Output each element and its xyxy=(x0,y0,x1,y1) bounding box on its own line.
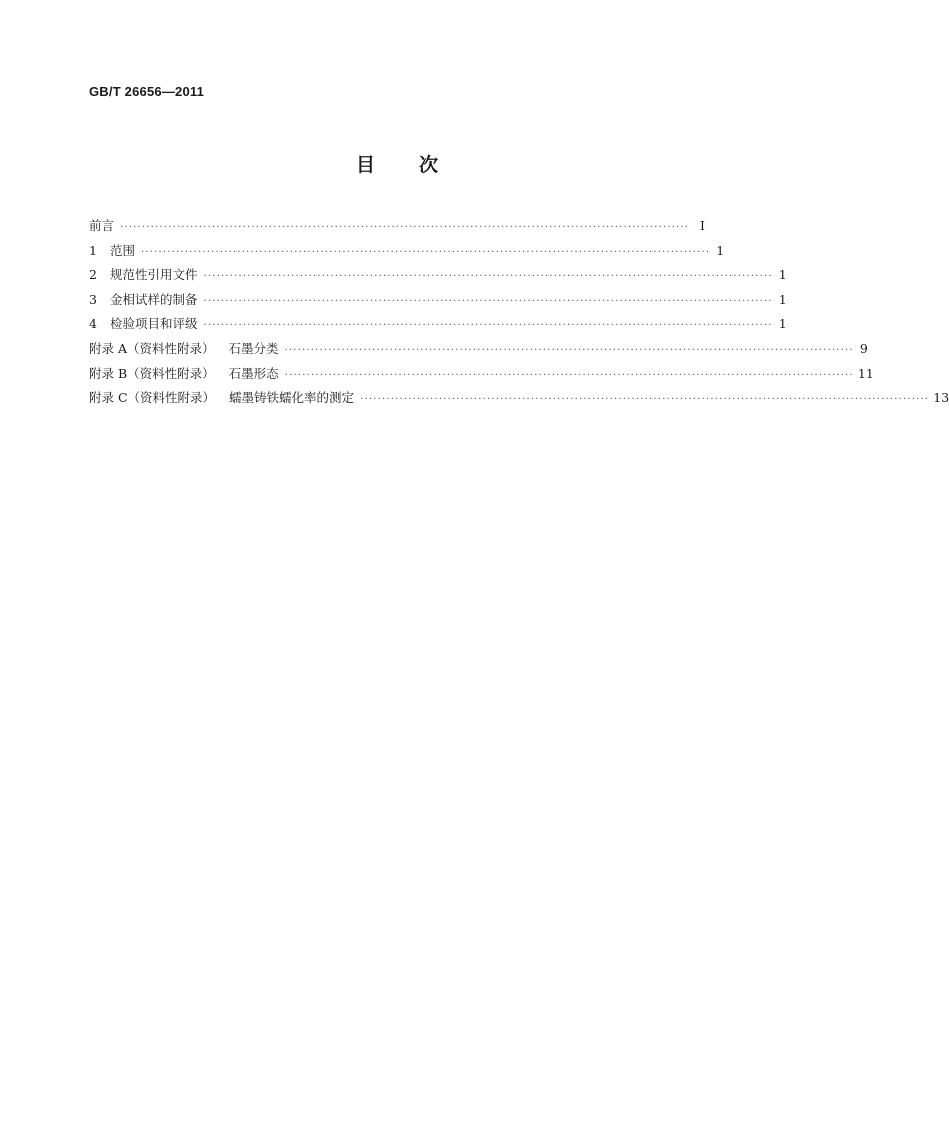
title-char-2: 次 xyxy=(419,154,439,176)
toc-entry-label: 前言 xyxy=(89,218,115,233)
toc-page-number: 1 xyxy=(778,316,787,332)
dot-leader: ·································································································································· xyxy=(203,295,773,307)
toc-entry-label: 附录 A（资料性附录） 石墨分类 xyxy=(89,340,279,356)
annex-tag: 附录 A（资料性附录） xyxy=(89,340,215,356)
toc-entry-annex-b[interactable] xyxy=(89,364,874,389)
toc-entry-annex-a[interactable] xyxy=(89,339,868,364)
toc-entry-label: 附录 B（资料性附录） 石墨形态 xyxy=(89,365,279,381)
toc-entry-annex-c[interactable] xyxy=(89,388,949,413)
toc-page-number: 9 xyxy=(859,340,868,356)
annex-tag: 附录 C（资料性附录） xyxy=(89,390,216,406)
toc-entry-specimen-preparation[interactable] xyxy=(89,290,787,315)
table-of-contents xyxy=(89,216,949,413)
toc-page-number: 13 xyxy=(933,390,949,406)
dot-leader: ·································································································································· xyxy=(203,271,773,283)
toc-page-number: 1 xyxy=(778,291,787,307)
dot-leader: ·································································································································· xyxy=(120,222,690,233)
page-title xyxy=(0,150,794,177)
toc-entry-label: 3 金相试样的制备 xyxy=(89,291,198,307)
annex-tag: 附录 B（资料性附录） xyxy=(89,365,215,381)
dot-leader: ·································································································································· xyxy=(203,320,773,332)
toc-entry-label: 1 范围 xyxy=(89,242,136,258)
section-number: 1 xyxy=(89,242,97,258)
standard-number: GB/T 26656—2011 xyxy=(89,84,205,99)
toc-entry-scope[interactable] xyxy=(89,241,725,266)
dot-leader: ·································································································································· xyxy=(360,394,930,406)
dot-leader: ·································································································································· xyxy=(141,246,711,258)
dot-leader: ·································································································································· xyxy=(284,344,854,356)
toc-page-number: Ⅰ xyxy=(700,218,705,233)
section-number: 3 xyxy=(89,291,97,307)
title-char-1: 目 xyxy=(355,154,375,176)
toc-entry-normative-references[interactable] xyxy=(89,265,787,290)
toc-entry-inspection-items[interactable] xyxy=(89,314,787,339)
toc-page-number: 11 xyxy=(857,365,874,381)
toc-entry-foreword[interactable] xyxy=(89,216,705,241)
section-number: 4 xyxy=(89,316,97,332)
dot-leader: ·································································································································· xyxy=(284,369,854,381)
toc-entry-label: 2 规范性引用文件 xyxy=(89,267,198,283)
section-number: 2 xyxy=(89,267,97,283)
toc-entry-label: 4 检验项目和评级 xyxy=(89,316,198,332)
toc-entry-label: 附录 C（资料性附录） 蠕墨铸铁蠕化率的测定 xyxy=(89,390,355,406)
toc-page-number: 1 xyxy=(716,242,725,258)
toc-page-number: 1 xyxy=(778,267,787,283)
